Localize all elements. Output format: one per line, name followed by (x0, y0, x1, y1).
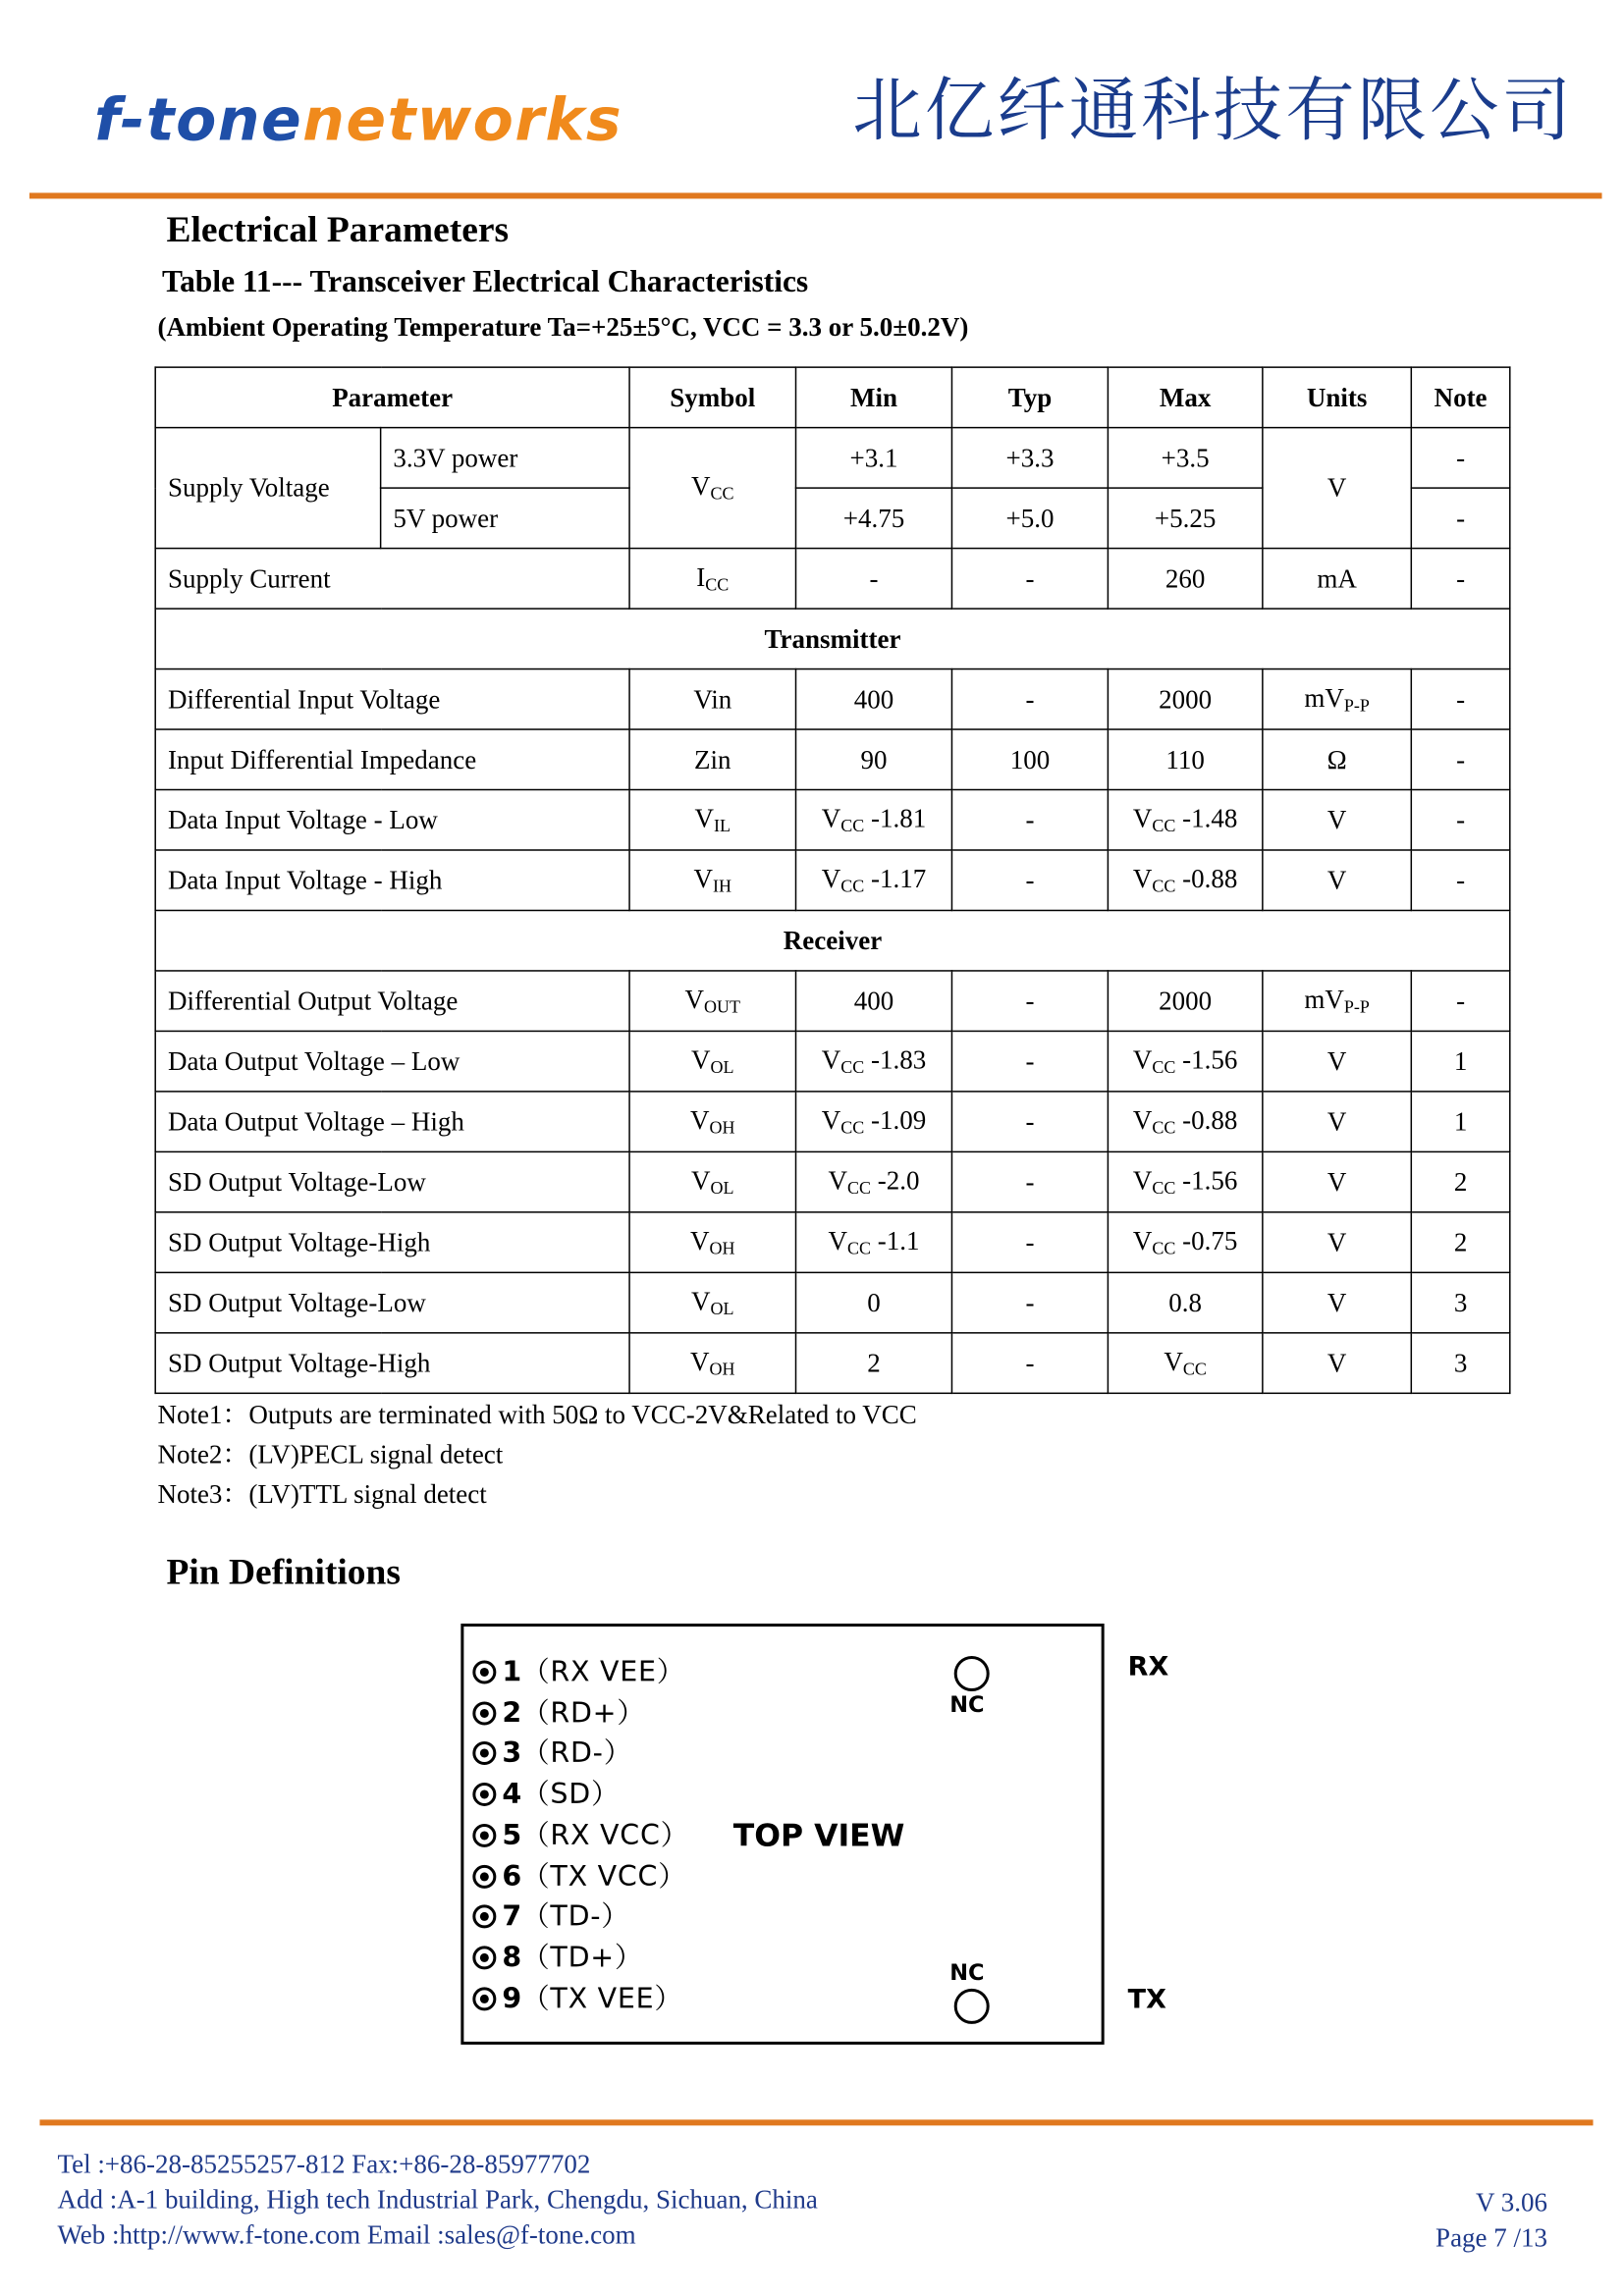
pin-diagram (460, 1624, 1104, 2045)
min-cell: $V_{CC}$ -1.09 (796, 1092, 952, 1151)
max-cell: $V_{CC}$ -0.88 (1108, 850, 1262, 910)
table-row (155, 428, 1510, 488)
max-cell: $V_{CC}$ -0.75 (1108, 1212, 1262, 1272)
pin-dot-icon (472, 1824, 496, 1847)
company-logo: f-tonenetworks (93, 86, 623, 155)
pin-name: （RD+） (521, 1696, 646, 1730)
footer-web-email: Web :http://www.f-tone.com Email :sales@f-tone.com (57, 2219, 636, 2250)
min-cell: $V_{CC}$ -2.0 (796, 1151, 952, 1211)
pin-number: 9 (502, 1982, 522, 2015)
table-row (155, 1212, 1510, 1272)
symbol-cell: $V_{IL}$ (629, 790, 795, 850)
symbol-cell: $V_{OL}$ (629, 1031, 795, 1091)
max-cell: $V_{CC}$ -1.56 (1108, 1031, 1262, 1091)
company-name: 北亿纤通科技有限公司 (852, 70, 1575, 152)
header-cell: Typ (951, 367, 1108, 427)
typ-cell: - (951, 549, 1108, 609)
min-cell: $V_{CC}$ -1.81 (796, 790, 952, 850)
pin-number: 5 (502, 1819, 522, 1852)
section-label: Transmitter (155, 609, 1510, 668)
header-cell: Units (1263, 367, 1411, 427)
symbol-cell: $V_{OL}$ (629, 1151, 795, 1211)
max-cell: $V_{CC}$ -0.88 (1108, 1092, 1262, 1151)
min-cell: +4.75 (796, 488, 952, 548)
min-cell: 400 (796, 971, 952, 1031)
nc-label-bottom: NC (949, 1958, 985, 1986)
units-cell: V (1263, 1092, 1411, 1151)
param-cell: Input Differential Impedance (155, 729, 629, 789)
note-cell: - (1411, 790, 1509, 850)
max-cell: $V_{CC}$ (1108, 1333, 1262, 1393)
symbol-cell: $V_{OH}$ (629, 1333, 795, 1393)
note-cell: - (1411, 488, 1509, 548)
receiver-rows (155, 971, 1510, 1393)
pin-item (472, 1697, 645, 1730)
top-view-label: TOP VIEW (732, 1817, 905, 1853)
param-cell: Supply Current (155, 549, 629, 609)
note-cell: 3 (1411, 1272, 1509, 1332)
units-cell: V (1263, 1151, 1411, 1211)
min-cell: $V_{CC}$ -1.17 (796, 850, 952, 910)
typ-cell: - (951, 790, 1108, 850)
pin-item (472, 1860, 686, 1893)
footer-address: Add :A-1 building, High tech Industrial Park, Chengdu, Sichuan, China (57, 2184, 818, 2215)
units-cell: $mV_{P-P}$ (1263, 971, 1411, 1031)
min-cell: +3.1 (796, 428, 952, 488)
table-row (155, 669, 1510, 729)
symbol-cell: $V_{OUT}$ (629, 971, 795, 1031)
nc-circle-icon (954, 1656, 990, 1691)
pin-item (472, 1656, 685, 1688)
max-cell: +5.25 (1108, 488, 1262, 548)
symbol-cell: Vin (629, 669, 795, 729)
max-cell: $V_{CC}$ -1.48 (1108, 790, 1262, 850)
symbol-cell: $V_{CC}$ (629, 428, 795, 549)
table-row (155, 971, 1510, 1031)
pin-item (472, 1900, 629, 1933)
note-cell: 2 (1411, 1151, 1509, 1211)
header-cell: Parameter (155, 367, 629, 427)
note-cell: - (1411, 669, 1509, 729)
pin-name: （RD-） (521, 1737, 632, 1771)
note-cell: 3 (1411, 1333, 1509, 1393)
pin-item (472, 1737, 632, 1770)
max-cell: 0.8 (1108, 1272, 1262, 1332)
note-line: Note3：(LV)TTL signal detect (157, 1479, 487, 1510)
min-cell: 400 (796, 669, 952, 729)
section-title-pins: Pin Definitions (166, 1553, 401, 1593)
typ-cell: 100 (951, 729, 1108, 789)
param-sub-cell: 5V power (381, 488, 629, 548)
symbol-cell: $I_{CC}$ (629, 549, 795, 609)
typ-cell: - (951, 1031, 1108, 1091)
units-cell: V (1263, 1333, 1411, 1393)
pin-number: 1 (502, 1655, 522, 1688)
pin-number: 7 (502, 1900, 522, 1934)
table-row (155, 1092, 1510, 1151)
min-cell: 2 (796, 1333, 952, 1393)
version-number: V 3.06 (1476, 2187, 1548, 2217)
units-cell: V (1263, 1212, 1411, 1272)
table-notes (157, 1396, 916, 1515)
symbol-cell: $V_{OH}$ (629, 1092, 795, 1151)
section-label: Receiver (155, 910, 1510, 970)
typ-cell: - (951, 1212, 1108, 1272)
page-number: Page 7 /13 (1435, 2222, 1548, 2253)
units-cell: $mV_{P-P}$ (1263, 669, 1411, 729)
section-row-receiver (155, 910, 1510, 970)
param-cell: Data Input Voltage - High (155, 850, 629, 910)
min-cell: $V_{CC}$ -1.83 (796, 1031, 952, 1091)
pin-number: 4 (502, 1778, 522, 1811)
min-cell: $V_{CC}$ -1.1 (796, 1212, 952, 1272)
symbol-cell: Zin (629, 729, 795, 789)
table-header-row (155, 367, 1510, 427)
nc-label-top: NC (949, 1690, 985, 1718)
symbol-cell: $V_{IH}$ (629, 850, 795, 910)
pin-dot-icon (472, 1946, 496, 1969)
pin-dot-icon (472, 1701, 496, 1725)
table-row (155, 850, 1510, 910)
pin-name: （RX VEE） (521, 1655, 686, 1688)
typ-cell: - (951, 669, 1108, 729)
pin-dot-icon (472, 1742, 496, 1766)
param-cell: Data Output Voltage – High (155, 1092, 629, 1151)
section-row-transmitter (155, 609, 1510, 668)
table-row (155, 729, 1510, 789)
pin-name: （SD） (521, 1778, 621, 1811)
units-cell: V (1263, 1031, 1411, 1091)
units-cell: V (1263, 790, 1411, 850)
typ-cell: +5.0 (951, 488, 1108, 548)
pin-name: （TX VEE） (521, 1982, 683, 2015)
table-row (155, 790, 1510, 850)
footer-divider (39, 2119, 1593, 2125)
max-cell: $V_{CC}$ -1.56 (1108, 1151, 1262, 1211)
typ-cell: - (951, 1272, 1108, 1332)
pin-item (472, 1942, 643, 1974)
footer-contact (57, 2146, 817, 2252)
max-cell: 2000 (1108, 971, 1262, 1031)
param-cell: SD Output Voltage-High (155, 1212, 629, 1272)
header-cell: Note (1411, 367, 1509, 427)
note-cell: - (1411, 428, 1509, 488)
param-cell: Differential Output Voltage (155, 971, 629, 1031)
param-cell: SD Output Voltage-Low (155, 1272, 629, 1332)
electrical-characteristics-table (154, 366, 1510, 1394)
transmitter-rows (155, 669, 1510, 911)
typ-cell: - (951, 1151, 1108, 1211)
pin-number: 8 (502, 1941, 522, 1974)
pin-dot-icon (472, 1783, 496, 1806)
note-line: Note2：(LV)PECL signal detect (157, 1439, 504, 1469)
pin-name: （TD+） (521, 1941, 644, 1974)
rx-label: RX (1127, 1651, 1169, 1682)
table-condition: (Ambient Operating Temperature Ta=+25±5°C, VCC = 3.3 or 5.0±0.2V) (157, 311, 969, 342)
pin-number: 3 (502, 1737, 522, 1771)
param-cell: Data Output Voltage – Low (155, 1031, 629, 1091)
pin-dot-icon (472, 1905, 496, 1929)
max-cell: +3.5 (1108, 428, 1262, 488)
min-cell: 90 (796, 729, 952, 789)
tx-label: TX (1127, 1984, 1166, 2015)
units-cell: V (1263, 428, 1411, 549)
min-cell: - (796, 549, 952, 609)
max-cell: 110 (1108, 729, 1262, 789)
pin-dot-icon (472, 1660, 496, 1683)
param-cell: Supply Voltage (155, 428, 380, 549)
table-row (155, 1272, 1510, 1332)
pin-item (472, 1779, 620, 1811)
nc-circle-icon (954, 1989, 990, 2024)
note-cell: 1 (1411, 1092, 1509, 1151)
header-cell: Min (796, 367, 952, 427)
header-cell: Max (1108, 367, 1262, 427)
symbol-cell: $V_{OL}$ (629, 1272, 795, 1332)
max-cell: 260 (1108, 549, 1262, 609)
units-cell: V (1263, 850, 1411, 910)
param-sub-cell: 3.3V power (381, 428, 629, 488)
param-cell: Data Input Voltage - Low (155, 790, 629, 850)
param-cell: SD Output Voltage-High (155, 1333, 629, 1393)
min-cell: 0 (796, 1272, 952, 1332)
units-cell: V (1263, 1272, 1411, 1332)
pin-name: （TD-） (521, 1900, 630, 1934)
typ-cell: - (951, 1092, 1108, 1151)
table-row (155, 1151, 1510, 1211)
pin-item (472, 1819, 688, 1851)
pin-dot-icon (472, 1987, 496, 2010)
table-row (155, 1333, 1510, 1393)
param-cell: SD Output Voltage-Low (155, 1151, 629, 1211)
note-cell: - (1411, 971, 1509, 1031)
note-cell: - (1411, 850, 1509, 910)
typ-cell: - (951, 1333, 1108, 1393)
max-cell: 2000 (1108, 669, 1262, 729)
footer-version (1435, 2184, 1547, 2255)
typ-cell: +3.3 (951, 428, 1108, 488)
table-row (155, 549, 1510, 609)
header-divider (29, 192, 1602, 198)
note-cell: - (1411, 549, 1509, 609)
footer-tel-fax: Tel :+86-28-85255257-812 Fax:+86-28-85977702 (57, 2149, 591, 2179)
header-cell: Symbol (629, 367, 795, 427)
units-cell: Ω (1263, 729, 1411, 789)
pin-name: （TX VCC） (521, 1859, 687, 1893)
typ-cell: - (951, 850, 1108, 910)
param-cell: Differential Input Voltage (155, 669, 629, 729)
note-line: Note1：Outputs are terminated with 50Ω to VCC-2V&Related to VCC (157, 1400, 917, 1430)
typ-cell: - (951, 971, 1108, 1031)
pin-name: （RX VCC） (521, 1819, 689, 1852)
pin-number: 6 (502, 1859, 522, 1893)
pin-item (472, 1982, 682, 2014)
section-title-electrical: Electrical Parameters (166, 210, 510, 250)
pin-number: 2 (502, 1696, 522, 1730)
symbol-cell: $V_{OH}$ (629, 1212, 795, 1272)
note-cell: - (1411, 729, 1509, 789)
pin-dot-icon (472, 1864, 496, 1888)
units-cell: mA (1263, 549, 1411, 609)
table-title: Table 11--- Transceiver Electrical Characteristics (161, 263, 809, 299)
note-cell: 2 (1411, 1212, 1509, 1272)
note-cell: 1 (1411, 1031, 1509, 1091)
table-row (155, 1031, 1510, 1091)
